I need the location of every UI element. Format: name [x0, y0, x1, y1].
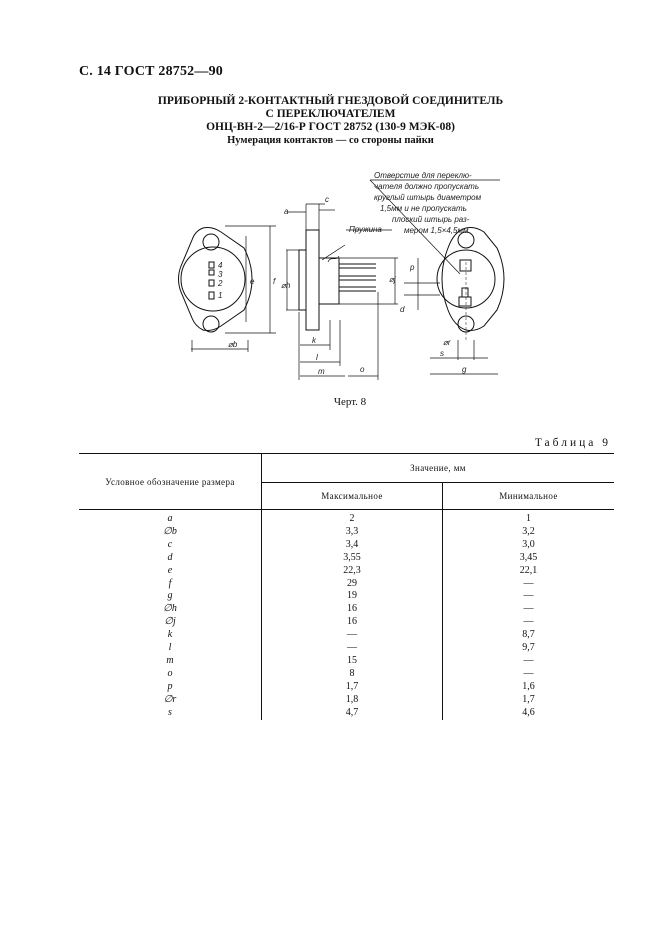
left-bottom-hole: [203, 316, 219, 332]
row-max-value: 29: [262, 578, 443, 591]
row-designation: c: [79, 539, 262, 552]
row-designation: g: [79, 590, 262, 603]
row-designation: d: [79, 552, 262, 565]
row-designation: s: [79, 707, 262, 720]
dim-label-m: m: [318, 367, 325, 376]
row-designation: k: [79, 629, 262, 642]
note-line-3: круглый штырь диаметром: [374, 193, 482, 202]
drawing-caption: Черт. 8: [333, 396, 367, 408]
header-designation: Условное обозначение размера: [79, 454, 262, 510]
row-max-value: 22,3: [262, 565, 443, 578]
table-row: [79, 565, 614, 578]
document-title-block: [0, 95, 661, 147]
row-designation: p: [79, 681, 262, 694]
row-designation: a: [79, 510, 262, 526]
row-max-value: 3,55: [262, 552, 443, 565]
row-max-value: 3,4: [262, 539, 443, 552]
dim-label-f: f: [273, 277, 276, 286]
row-max-value: 19: [262, 590, 443, 603]
table-row: [79, 681, 614, 694]
row-designation: l: [79, 642, 262, 655]
note-line-6: мером 1,5×4,5мм: [404, 226, 469, 235]
dim-label-h: ⌀h: [281, 281, 291, 290]
dim-label-j: ⌀j: [389, 275, 396, 284]
row-min-value: 1: [526, 513, 532, 524]
left-body-circle: [181, 247, 245, 311]
left-top-hole: [203, 234, 219, 250]
dim-label-p: p: [410, 263, 415, 272]
dim-label-r: ⌀r: [443, 338, 451, 347]
dim-label-e: e: [250, 277, 255, 286]
title-line-4: Нумерация контактов — со стороны пайки: [227, 135, 434, 146]
dim-label-s: s: [440, 349, 444, 358]
row-designation: ∅r: [79, 694, 262, 707]
pin-label-2: 2: [218, 279, 223, 288]
row-min-value: —: [523, 603, 534, 615]
row-max-value: 16: [262, 603, 443, 616]
row-min-value: 3,2: [522, 525, 535, 537]
dim-label-l: l: [316, 353, 318, 362]
row-min-value: —: [523, 654, 534, 666]
page-header: С. 14 ГОСТ 28752—90: [79, 64, 223, 79]
table-row: [79, 578, 614, 591]
row-min-value: 9,7: [522, 642, 535, 654]
row-designation: e: [79, 565, 262, 578]
table-row: [79, 642, 614, 655]
side-flange: [306, 230, 319, 330]
note-line-4: 1,5мм и не пропускать: [380, 204, 467, 213]
row-designation: ∅j: [79, 616, 262, 629]
row-max-value: 1,8: [262, 694, 443, 707]
table-row: [79, 655, 614, 668]
table-body: [79, 510, 614, 720]
row-designation: o: [79, 668, 262, 681]
row-min-value: —: [523, 616, 534, 628]
pin-label-3: 3: [218, 270, 223, 279]
note-line-5: плоский штырь раз-: [392, 215, 470, 224]
table-label: Таблица 9: [534, 437, 611, 449]
row-max-value: 2: [262, 510, 443, 526]
table-row: [79, 510, 614, 526]
dim-label-g: g: [462, 365, 467, 374]
dim-label-o: o: [360, 365, 365, 374]
table-row: [79, 603, 614, 616]
row-min-value: 1,6: [522, 680, 535, 692]
table-row: [79, 668, 614, 681]
title-line-1: ПРИБОРНЫЙ 2-КОНТАКТНЫЙ ГНЕЗДОВОЙ СОЕДИНИТЕЛЬ: [157, 95, 504, 107]
table-row: [79, 616, 614, 629]
row-min-value: 3,0: [522, 538, 535, 550]
row-designation: ∅b: [79, 526, 262, 539]
row-max-value: 8: [262, 668, 443, 681]
spring-label: Пружина: [349, 225, 382, 234]
row-min-value: 3,45: [519, 551, 538, 563]
row-max-value: —: [262, 629, 443, 642]
table-row: [79, 694, 614, 707]
table-row: [79, 539, 614, 552]
dim-label-d: d: [400, 305, 405, 314]
table-row: [79, 590, 614, 603]
row-min-value: —: [523, 577, 534, 589]
dim-label-c: c: [325, 195, 329, 204]
row-max-value: 1,7: [262, 681, 443, 694]
row-max-value: 3,3: [262, 526, 443, 539]
row-min-value: —: [523, 590, 534, 602]
row-min-value: 4,6: [522, 706, 535, 718]
header-value: Значение, мм: [262, 454, 615, 483]
pin-label-4: 4: [218, 261, 223, 270]
row-min-value: 8,7: [522, 629, 535, 641]
row-max-value: 15: [262, 655, 443, 668]
row-max-value: 16: [262, 616, 443, 629]
row-designation: ∅h: [79, 603, 262, 616]
dim-label-b: ⌀b: [228, 340, 238, 349]
note-line-1: Отверстие для переклю-: [374, 172, 472, 180]
connector-drawing: [170, 172, 520, 387]
row-min-value: —: [523, 667, 534, 679]
dimensions-table: [79, 453, 614, 720]
row-designation: f: [79, 578, 262, 591]
row-max-value: —: [262, 642, 443, 655]
row-designation: m: [79, 655, 262, 668]
header-min: Минимальное: [443, 483, 614, 510]
title-line-3: ОНЦ-ВН-2—2/16-Р ГОСТ 28752 (130-9 МЭК-08): [206, 121, 455, 133]
header-max: Максимальное: [262, 483, 443, 510]
row-min-value: 1,7: [522, 693, 535, 705]
pin-label-1: 1: [218, 291, 223, 300]
table-row: [79, 629, 614, 642]
dim-label-k: k: [312, 336, 316, 345]
title-line-2: С ПЕРЕКЛЮЧАТЕЛЕМ: [265, 108, 396, 120]
table-row: [79, 707, 614, 720]
table-row: [79, 552, 614, 565]
row-max-value: 4,7: [262, 707, 443, 720]
table-row: [79, 526, 614, 539]
note-line-2: чателя должно пропускать: [374, 182, 480, 191]
dim-label-a: a: [284, 207, 289, 216]
left-flange-outline: [179, 228, 253, 331]
row-min-value: 22,1: [519, 564, 538, 576]
switch-aperture: [460, 260, 471, 271]
